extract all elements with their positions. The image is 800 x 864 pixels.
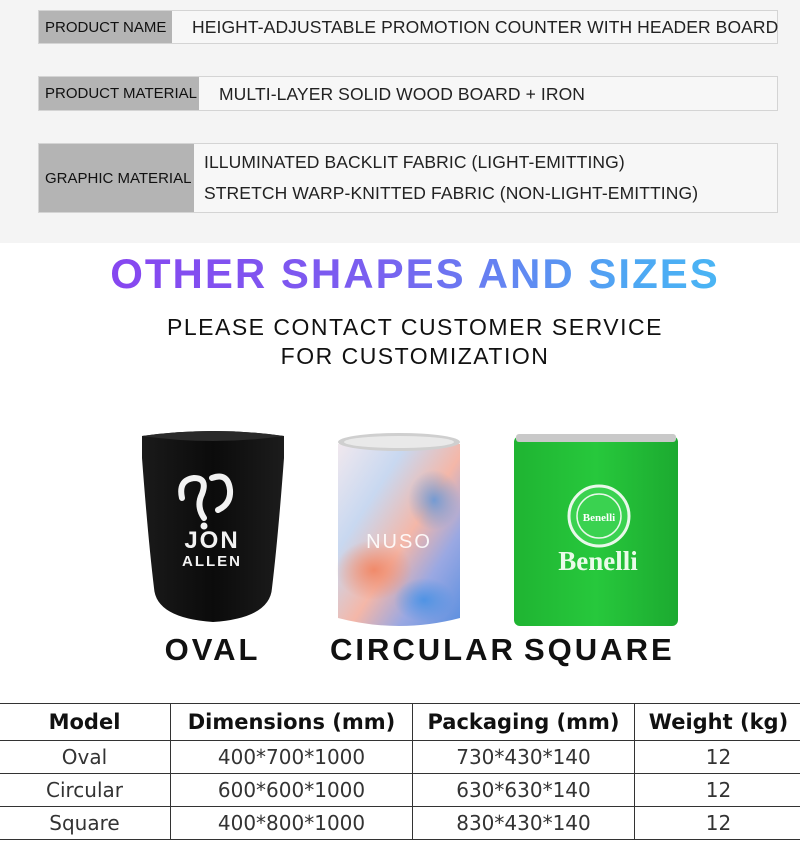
table-row — [0, 807, 800, 840]
table-cell: 730*430*140 — [413, 741, 635, 774]
col-header-model: Model — [0, 704, 171, 741]
section-subtitle-line-1: PLEASE CONTACT CUSTOMER SERVICE — [167, 314, 663, 340]
section-title: OTHER SHAPES AND SIZES — [0, 250, 800, 298]
spec-row-product-material — [38, 76, 778, 111]
table-cell: 600*600*1000 — [171, 774, 413, 807]
spec-value-line: STRETCH WARP-KNITTED FABRIC (NON-LIGHT-EMITTING) — [204, 183, 699, 203]
square-badge-text: Benelli — [582, 512, 616, 524]
oval-brand-top: JON — [184, 527, 240, 554]
circular-brand: NUSO — [366, 531, 432, 553]
spec-label: GRAPHIC MATERIAL — [39, 144, 194, 212]
table-row — [0, 741, 800, 774]
oval-brand-bottom: ALLEN — [182, 553, 242, 570]
table-cell: 12 — [635, 741, 800, 774]
spec-area — [0, 0, 800, 243]
spec-row-product-name — [38, 10, 778, 44]
product-label-circular: CIRCULAR — [330, 632, 516, 667]
col-header-dimensions: Dimensions (mm) — [171, 704, 413, 741]
spec-value — [172, 11, 778, 43]
table-cell: 12 — [635, 807, 800, 840]
table-header-row — [0, 704, 800, 741]
table-cell: 12 — [635, 774, 800, 807]
spec-value-line: HEIGHT-ADJUSTABLE PROMOTION COUNTER WITH HEADER BOARD — [192, 17, 779, 37]
product-label-square: SQUARE — [524, 632, 675, 667]
table-cell: 400*700*1000 — [171, 741, 413, 774]
table-cell: 830*430*140 — [413, 807, 635, 840]
table-cell: 630*630*140 — [413, 774, 635, 807]
section-subtitle-line-2: FOR CUSTOMIZATION — [280, 343, 550, 369]
col-header-packaging: Packaging (mm) — [413, 704, 635, 741]
col-header-weight: Weight (kg) — [635, 704, 800, 741]
product-circular-image — [334, 430, 464, 632]
table-cell: Circular — [0, 774, 171, 807]
spec-row-graphic-material — [38, 143, 778, 213]
table-cell: Oval — [0, 741, 171, 774]
spec-value-line: MULTI-LAYER SOLID WOOD BOARD + IRON — [219, 83, 586, 104]
dimensions-table — [0, 703, 800, 840]
spec-value-line: ILLUMINATED BACKLIT FABRIC (LIGHT-EMITTING) — [204, 152, 625, 172]
spec-value — [199, 77, 585, 110]
spec-label: PRODUCT MATERIAL — [39, 77, 199, 110]
product-oval-image — [138, 428, 288, 628]
table-cell: 400*800*1000 — [171, 807, 413, 840]
spec-value — [194, 144, 698, 212]
square-brand: Benelli — [558, 546, 638, 576]
spec-label: PRODUCT NAME — [39, 11, 172, 43]
product-square-image — [512, 432, 682, 628]
table-row — [0, 774, 800, 807]
table-cell: Square — [0, 807, 171, 840]
product-label-oval: OVAL — [164, 632, 261, 667]
